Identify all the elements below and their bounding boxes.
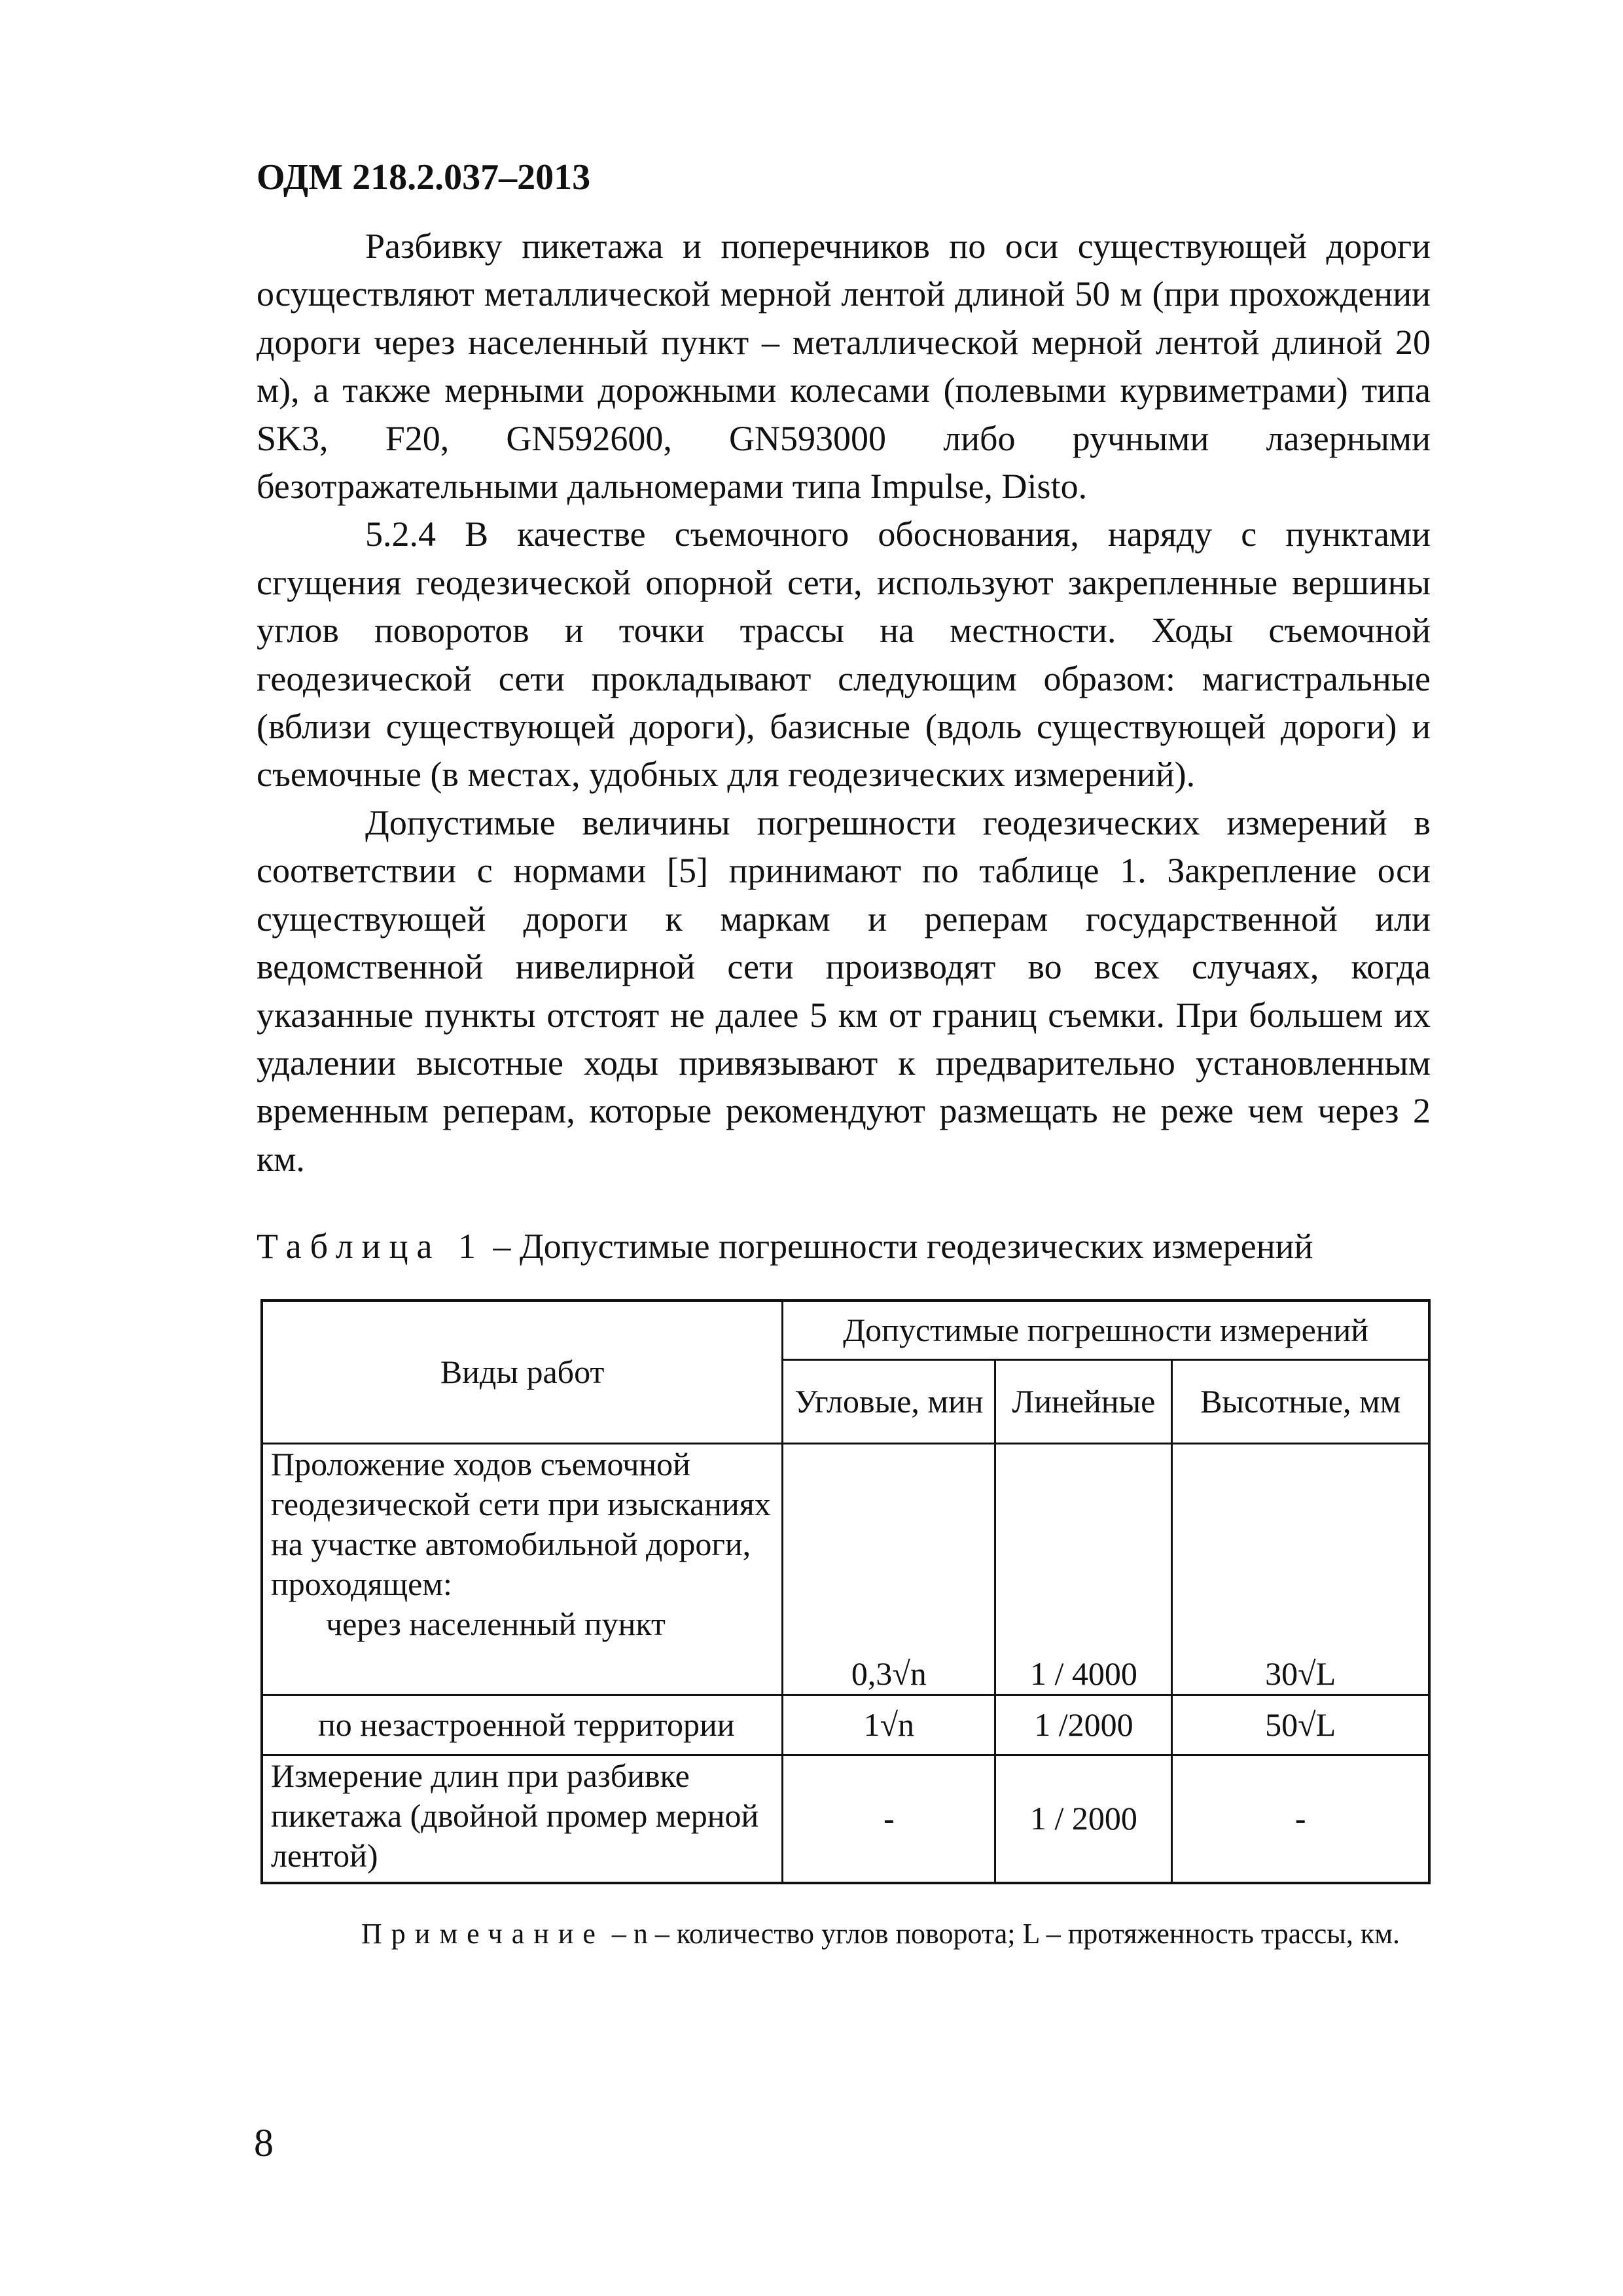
- header-height: Высотные, мм: [1172, 1359, 1429, 1443]
- table-cell-linear: 1 /2000: [995, 1695, 1172, 1755]
- header-errors-group: Допустимые погрешности измерений: [783, 1300, 1429, 1359]
- page-number: 8: [254, 2121, 274, 2164]
- table-cell-angular: 1√n: [783, 1695, 995, 1755]
- errors-table: [260, 1299, 1431, 1884]
- header-angular: Угловые, мин: [783, 1359, 995, 1443]
- table-cell-linear: 1 / 4000: [995, 1443, 1172, 1695]
- paragraph: Разбивку пикетажа и поперечников по оси существующей дороги осуществляют металлической мерной лентой длиной 50 м (при прохождении дороги через населенный пункт – металлической мерной лентой длиной 20 м), а также мерными дорожными колесами (полевыми курвиметрами) типа SK3, F20, GN592600, GN593000 либо ручными лазерными безотражательными дальномерами типа Impulse, Disto.: [257, 226, 1431, 507]
- table-cell-angular: -: [783, 1755, 995, 1883]
- table-caption-label: Таблица 1: [257, 1227, 484, 1266]
- header-linear: Линейные: [995, 1359, 1172, 1443]
- table-cell-work: Измерение длин при разбивке пикетажа (двойной промер мерной лентой): [262, 1755, 783, 1883]
- body-text: [257, 223, 1431, 1183]
- table-cell-height: 50√L: [1172, 1695, 1429, 1755]
- note-text: – n – количество углов поворота; L – протяженность трассы, км.: [604, 1918, 1400, 1950]
- table-caption-text: – Допустимые погрешности геодезических измерений: [484, 1227, 1313, 1266]
- table-cell-work: [262, 1443, 783, 1695]
- table-caption: [257, 1225, 1313, 1268]
- document-code: ОДМ 218.2.037–2013: [257, 157, 591, 198]
- table-cell-height: 30√L: [1172, 1443, 1429, 1695]
- table-cell-height: -: [1172, 1755, 1429, 1883]
- paragraph: 5.2.4 В качестве съемочного обоснования, наряду с пунктами сгущения геодезической опорной сети, используют закрепленные вершины углов поворотов и точки трассы на местности. Ходы съемочной геодезической сети прокладывают следующим образом: магистральные (вблизи существующей дороги), базисные (вдоль существующей дороги) и съемочные (в местах, удобных для геодезических измерений).: [257, 514, 1431, 795]
- table-cell-angular: 0,3√n: [783, 1443, 995, 1695]
- table-cell-work: по незастроенной территории: [262, 1695, 783, 1755]
- paragraph: Допустимые величины погрешности геодезических измерений в соответствии с нормами [5] принимают по таблице 1. Закрепление оси существующей дороги к маркам и реперам государственной или ведомственной нивелирной сети производят во всех случаях, когда указанные пункты отстоят не далее 5 км от границ съемки. При большем их удалении высотные ходы привязывают к предварительно установленным временным реперам, которые рекомендуют размещать не реже чем через 2 км.: [257, 802, 1431, 1179]
- table-note: [257, 1911, 1431, 1957]
- row-work-subtext: через населенный пункт: [326, 1605, 666, 1642]
- table-cell-linear: 1 / 2000: [995, 1755, 1172, 1883]
- row-work-text: Проложение ходов съемочной геодезической сети при изысканиях на участке автомобильной дороги, проходящем:: [271, 1445, 771, 1602]
- note-label: Примечание: [361, 1918, 605, 1950]
- header-work-types: Виды работ: [262, 1300, 783, 1443]
